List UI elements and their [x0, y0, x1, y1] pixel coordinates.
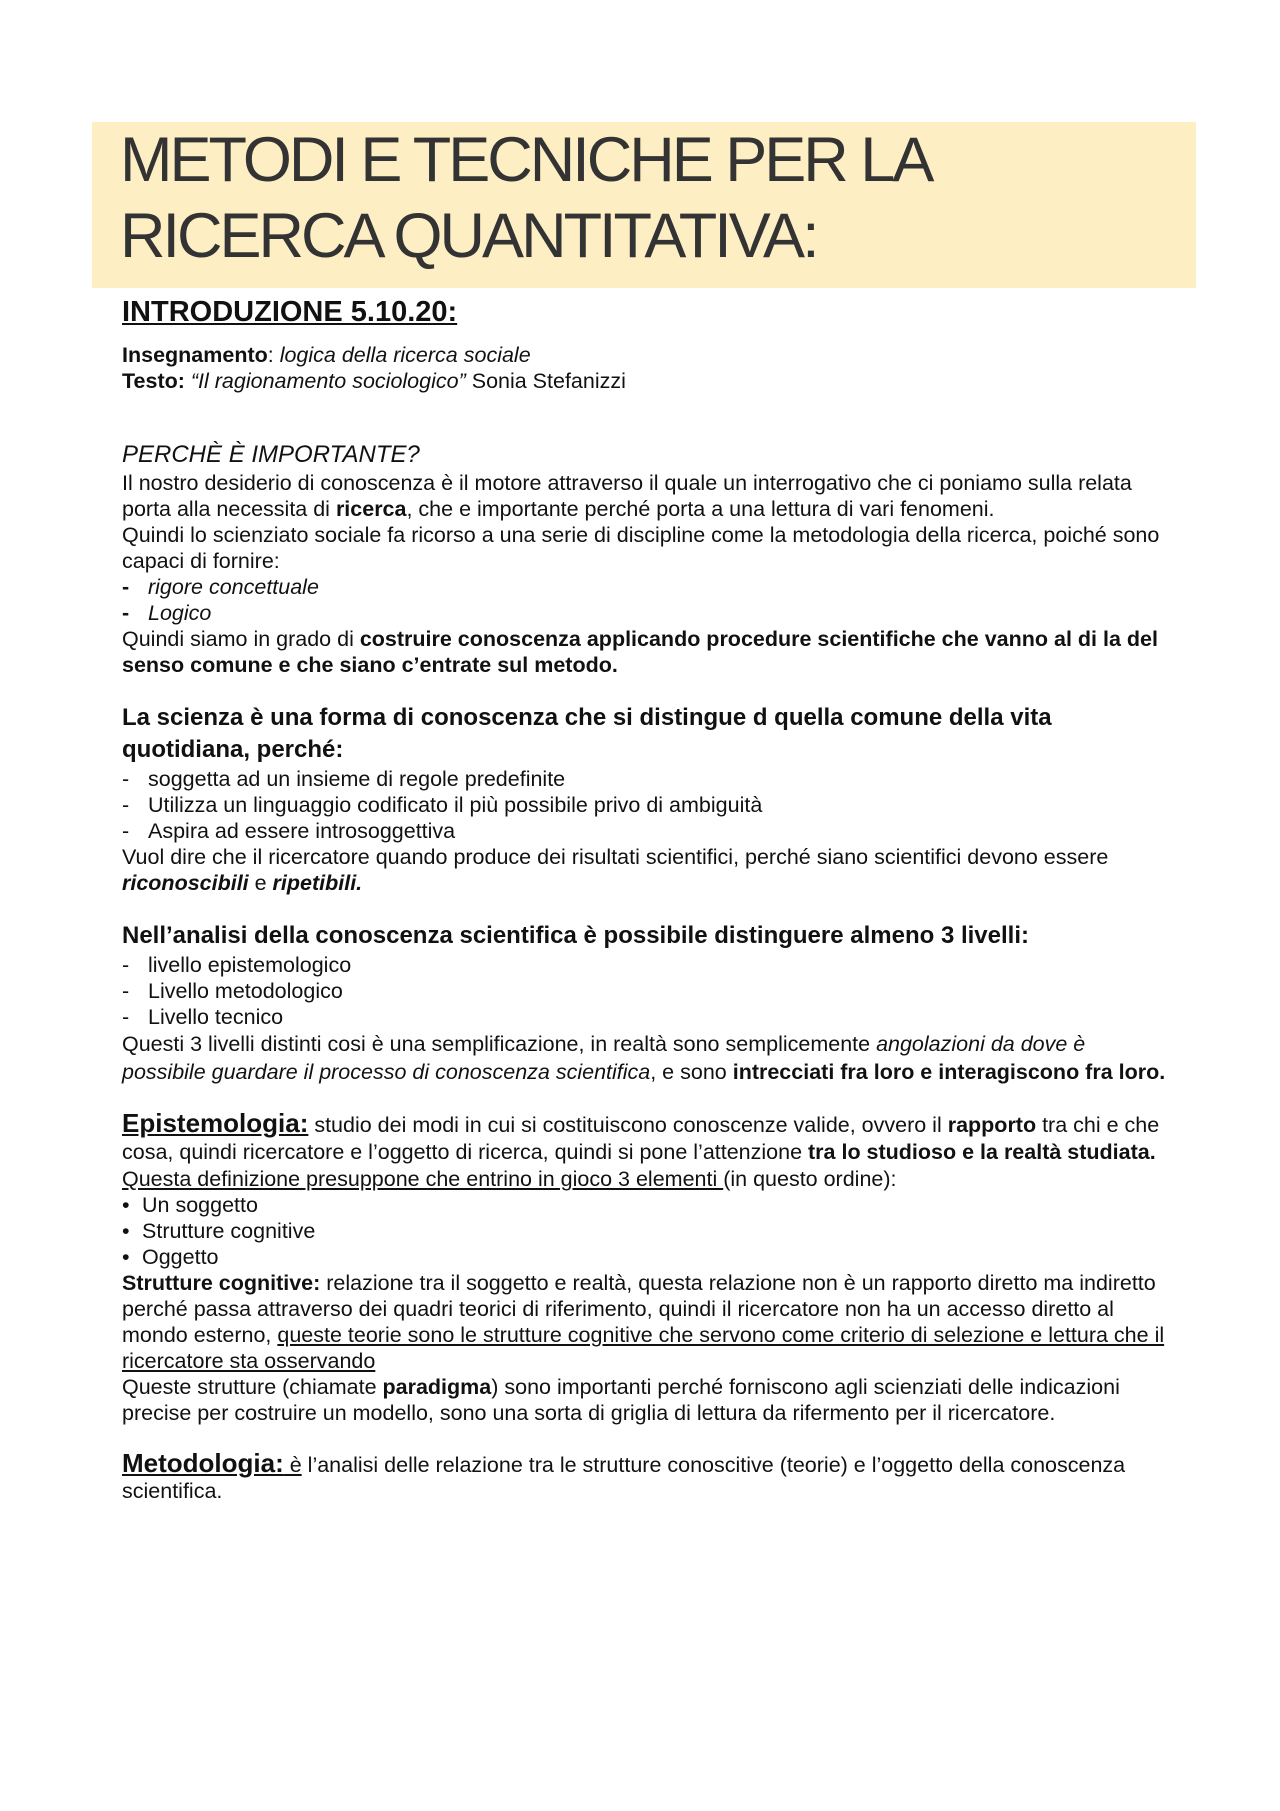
perche-paragraph-1 — [122, 470, 1172, 522]
testo-line — [122, 368, 1172, 394]
list-item — [122, 574, 1172, 600]
epistemologia-paragraph-2 — [122, 1166, 1172, 1192]
list-item — [122, 978, 1172, 1004]
livelli-paragraph — [122, 1030, 1172, 1086]
dash-bullet: - — [122, 575, 130, 599]
livelli-heading: Nell’analisi della conoscenza scientifica è possibile distinguere almeno 3 livelli: — [122, 922, 1029, 949]
perche-paragraph-3 — [122, 626, 1172, 678]
scienza-heading: La scienza è una forma di conoscenza che si distingue d quella comune della vita quotidiana, perché: — [122, 704, 1052, 763]
list-item-text: Logico — [148, 601, 212, 625]
metodologia-p-text: l’analisi delle relazione tra le strutture conoscitive (teorie) e l’oggetto della conoscenza scientifica. — [122, 1453, 1126, 1503]
dash-bullet: - — [122, 767, 130, 791]
livelli-p-italic: angolazioni da dove è possibile guardare il processo di conoscenza scientifica — [122, 1032, 1086, 1084]
epistemologia-list — [122, 1192, 1172, 1270]
metodologia-paragraph — [122, 1450, 1172, 1504]
perche-p3-text: Quindi siamo in grado di — [122, 627, 360, 651]
epistemologia-p2-underlined: Questa definizione presuppone che entrino in gioco 3 elementi — [122, 1167, 724, 1191]
strutture-cognitive-label: Strutture cognitive: — [122, 1271, 321, 1295]
insegnamento-value: logica della ricerca sociale — [279, 343, 531, 367]
epistemologia-p4-text: Queste strutture (chiamate — [122, 1375, 383, 1399]
list-item — [122, 952, 1172, 978]
perche-p1-end: , che e importante perché porta a una lettura di vari fenomeni. — [406, 497, 995, 521]
scienza-list — [122, 766, 1172, 844]
epistemologia-paragraph-1 — [122, 1110, 1172, 1166]
list-item — [122, 766, 1172, 792]
testo-author: Sonia Stefanizzi — [465, 369, 626, 393]
epistemologia-p1-mid: tra chi e che cosa, quindi ricercatore e l’oggetto di ricerca, quindi si pone l’attenzione — [122, 1113, 1160, 1164]
epistemologia-paragraph-4 — [122, 1374, 1172, 1426]
list-item — [122, 1218, 1172, 1244]
list-item-text: Un soggetto — [142, 1193, 258, 1217]
epistemologia-p1-text: studio dei modi in cui si costituiscono conoscenze valide, ovvero il — [308, 1113, 948, 1137]
epistemologia-paragraph-3 — [122, 1270, 1172, 1374]
list-item-text: soggetta ad un insieme di regole predefinite — [148, 767, 566, 791]
dash-bullet: - — [122, 953, 130, 977]
intro-heading: INTRODUZIONE 5.10.20: — [122, 296, 458, 328]
insegnamento-line — [122, 342, 1172, 368]
list-item-text: Oggetto — [142, 1245, 219, 1269]
livelli-p-text: Questi 3 livelli distinti cosi è una semplificazione, in realtà sono semplicemente — [122, 1032, 877, 1056]
testo-title: “Il ragionamento sociologico” — [184, 369, 466, 393]
dash-bullet: - — [122, 979, 130, 1003]
document-content — [122, 292, 1172, 1504]
insegnamento-label: Insegnamento — [122, 343, 268, 367]
perche-list — [122, 574, 1172, 626]
epistemologia-p1-end: tra lo studioso e la realtà studiata. — [808, 1140, 1156, 1164]
list-item-text: rigore concettuale — [148, 575, 319, 599]
perche-p3-bold: costruire conoscenza applicando procedure scientifiche che vanno al di la del senso comune e che siano c’entrate sul metodo. — [122, 627, 1158, 677]
scienza-p-and: e — [248, 871, 273, 895]
dot-bullet: • — [122, 1219, 130, 1243]
list-item-text: Aspira ad essere introsoggettiva — [148, 819, 456, 843]
perche-paragraph-2: Quindi lo scienziato sociale fa ricorso a una serie di discipline come la metodologia della ricerca, poiché sono capaci di fornire: — [122, 523, 1160, 573]
paradigma-bold: paradigma — [382, 1375, 492, 1399]
livelli-p-bold: intrecciati fra loro e interagiscono fra loro. — [732, 1060, 1166, 1084]
list-item — [122, 1192, 1172, 1218]
epistemologia-p4-end: ) sono importanti perché forniscono agli scienziati delle indicazioni precise per costruire un modello, sono una sorta di griglia di lettura da rifermento per il ricercatore. — [122, 1375, 1120, 1425]
testo-label: Testo: — [122, 369, 185, 393]
metodologia-heading: Metodologia: — [122, 1448, 284, 1478]
list-item — [122, 600, 1172, 626]
metodologia-p-lead: è — [283, 1453, 302, 1477]
insegnamento-sep: : — [267, 343, 280, 367]
list-item — [122, 1244, 1172, 1270]
list-item-text: Utilizza un linguaggio codificato il più possibile privo di ambiguità — [148, 793, 763, 817]
scienza-p-ripetibili: ripetibili. — [272, 871, 363, 895]
dash-bullet: - — [122, 819, 130, 843]
dash-bullet: - — [122, 793, 130, 817]
epistemologia-p3-underlined: queste teorie sono le strutture cognitive che servono come criterio di selezione e lettura che il ricercatore sta osservando — [122, 1323, 1165, 1373]
perche-p1-bold: ricerca — [335, 497, 407, 521]
list-item-text: Strutture cognitive — [142, 1219, 316, 1243]
list-item — [122, 818, 1172, 844]
list-item — [122, 1004, 1172, 1030]
epistemologia-p1-bold: rapporto — [947, 1113, 1037, 1137]
document-title — [120, 122, 1180, 274]
list-item — [122, 792, 1172, 818]
livelli-list — [122, 952, 1172, 1030]
epistemologia-p2-rest: (in questo ordine): — [723, 1167, 897, 1191]
dash-bullet: - — [122, 1005, 130, 1029]
list-item-text: livello epistemologico — [148, 953, 352, 977]
epistemologia-p3-text: relazione tra il soggetto e realtà, questa relazione non è un rapporto diretto ma indiretto perché passa attraverso dei quadri teorici di riferimento, quindi il ricercatore non ha un accesso diretto al mondo esterno, — [122, 1271, 1156, 1347]
dot-bullet: • — [122, 1193, 130, 1217]
livelli-p-mid: , e sono — [650, 1060, 733, 1084]
dot-bullet: • — [122, 1245, 130, 1269]
dash-bullet: - — [122, 601, 130, 625]
scienza-p-text: Vuol dire che il ricercatore quando produce dei risultati scientifici, perché siano scientifici devono essere — [122, 845, 1109, 869]
title-line-1: METODI E TECNICHE PER LA — [120, 125, 932, 195]
list-item-text: Livello tecnico — [148, 1005, 284, 1029]
epistemologia-heading: Epistemologia: — [122, 1108, 309, 1138]
perche-heading: PERCHÈ È IMPORTANTE? — [122, 441, 420, 468]
list-item-text: Livello metodologico — [148, 979, 343, 1003]
scienza-paragraph — [122, 844, 1172, 896]
perche-p1-text: Il nostro desiderio di conoscenza è il motore attraverso il quale un interrogativo che ci poniamo sulla relata porta alla necessita di — [122, 471, 1132, 521]
scienza-p-riconoscibili: riconoscibili — [122, 871, 249, 895]
title-line-2: RICERCA QUANTITATIVA: — [120, 201, 817, 271]
